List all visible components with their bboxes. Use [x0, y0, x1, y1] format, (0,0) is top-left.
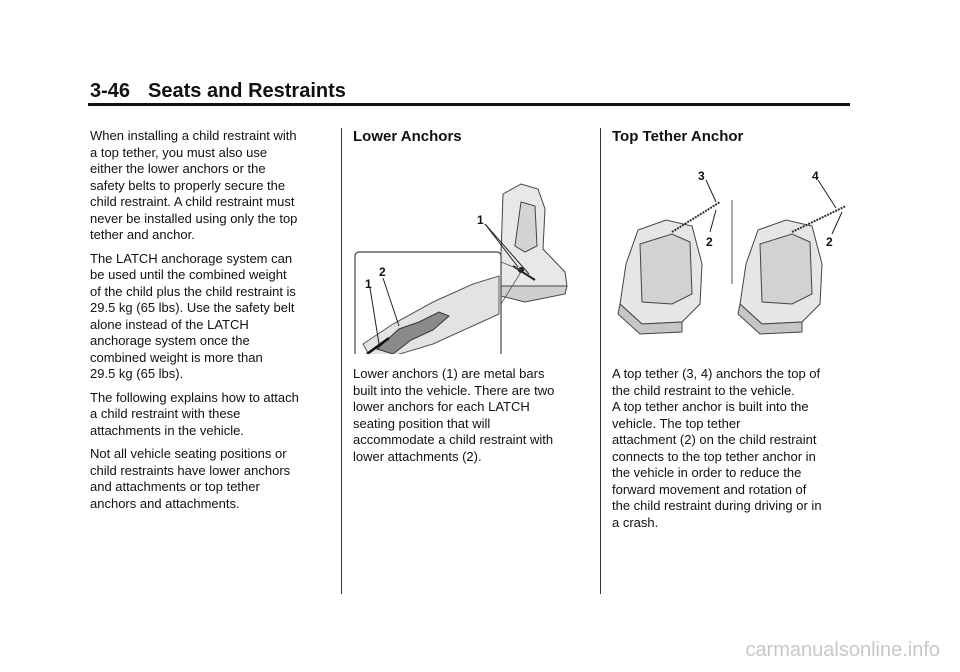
column-top-tether: [612, 128, 857, 538]
text-line: A top tether anchor is built into the: [612, 399, 809, 414]
text-line: The LATCH anchorage system can: [90, 250, 293, 266]
leader-line-4: [818, 180, 836, 208]
intro-paragraph-3: [90, 390, 332, 440]
leader-line-2-left: [710, 210, 716, 232]
callout-label-2: 2: [379, 265, 386, 279]
text-line: attachment (2) on the child restraint: [612, 432, 817, 447]
text-line: and attachments or top tether: [90, 479, 260, 494]
text-line: combined weight is more than: [90, 349, 263, 365]
text-line: seating position that will: [353, 415, 491, 431]
text-line: of the child plus the child restraint is: [90, 283, 296, 299]
text-line: tether and anchor.: [90, 227, 195, 242]
callout-label-3: 3: [698, 169, 705, 183]
text-line: anchorage system once the: [90, 333, 250, 348]
intro-paragraph-2: [90, 251, 332, 383]
text-line: a child restraint with these: [90, 406, 241, 421]
text-line: forward movement and rotation of: [612, 481, 807, 497]
text-line: the vehicle in order to reduce the: [612, 465, 802, 480]
text-line: vehicle. The top tether: [612, 415, 741, 431]
leader-line-2-right: [832, 212, 842, 234]
callout-label-2-left: 2: [706, 235, 713, 249]
chapter-title: Seats and Restraints: [148, 80, 346, 102]
text-line: Lower anchors (1) are metal bars: [353, 366, 545, 381]
page-number: 3-46: [90, 80, 131, 102]
page-header: [90, 80, 850, 103]
section-heading-top-tether: Top Tether Anchor: [612, 128, 744, 145]
column-lower-anchors: [353, 128, 588, 472]
text-line: 29.5 kg (65 lbs). Use the safety belt: [90, 300, 295, 315]
top-tether-figure: [612, 154, 857, 354]
callout-label-1-top: 1: [477, 213, 484, 227]
text-line: safety belts to properly secure the: [90, 177, 286, 193]
text-line: Not all vehicle seating positions or: [90, 446, 287, 461]
text-line: child restraints have lower anchors: [90, 462, 291, 478]
column-divider-1: [341, 128, 342, 594]
header-rule: [88, 103, 850, 106]
child-seat-left: [618, 220, 702, 334]
watermark: carmanualsonline.info: [745, 639, 940, 661]
text-line: either the lower anchors or the: [90, 161, 266, 176]
text-line: the child restraint to the vehicle.: [612, 382, 795, 398]
text-line: A top tether (3, 4) anchors the top of: [612, 366, 821, 381]
text-line: child restraint. A child restraint must: [90, 194, 295, 209]
callout-label-4: 4: [812, 169, 819, 183]
column-intro: [90, 128, 332, 519]
lower-anchors-figure: [353, 154, 588, 354]
callout-label-2-right: 2: [826, 235, 833, 249]
text-line: lower anchors for each LATCH: [353, 399, 530, 414]
text-line: accommodate a child restraint with: [353, 432, 554, 447]
text-line: lower attachments (2).: [353, 448, 482, 464]
text-line: the child restraint during driving or in: [612, 498, 822, 513]
text-line: connects to the top tether anchor in: [612, 448, 816, 464]
leader-line-3: [706, 180, 716, 202]
text-line: a top tether, you must also use: [90, 144, 268, 160]
text-line: never be installed using only the top: [90, 210, 298, 226]
section-heading-lower-anchors: Lower Anchors: [353, 128, 462, 145]
top-tether-paragraph: [612, 366, 857, 531]
text-line: a crash.: [612, 514, 659, 530]
child-seat-right: [738, 220, 822, 334]
text-line: When installing a child restraint with: [90, 128, 297, 143]
lower-anchors-paragraph: [353, 366, 588, 465]
intro-paragraph-1: [90, 128, 332, 244]
text-line: alone instead of the LATCH: [90, 316, 249, 332]
text-line: 29.5 kg (65 lbs).: [90, 366, 184, 381]
text-line: be used until the combined weight: [90, 267, 287, 282]
text-line: anchors and attachments.: [90, 495, 240, 511]
intro-paragraph-4: [90, 446, 332, 512]
text-line: built into the vehicle. There are two: [353, 382, 555, 398]
callout-label-1-inset: 1: [365, 277, 372, 291]
text-line: The following explains how to attach: [90, 389, 299, 405]
column-divider-2: [600, 128, 601, 594]
text-line: attachments in the vehicle.: [90, 422, 244, 438]
